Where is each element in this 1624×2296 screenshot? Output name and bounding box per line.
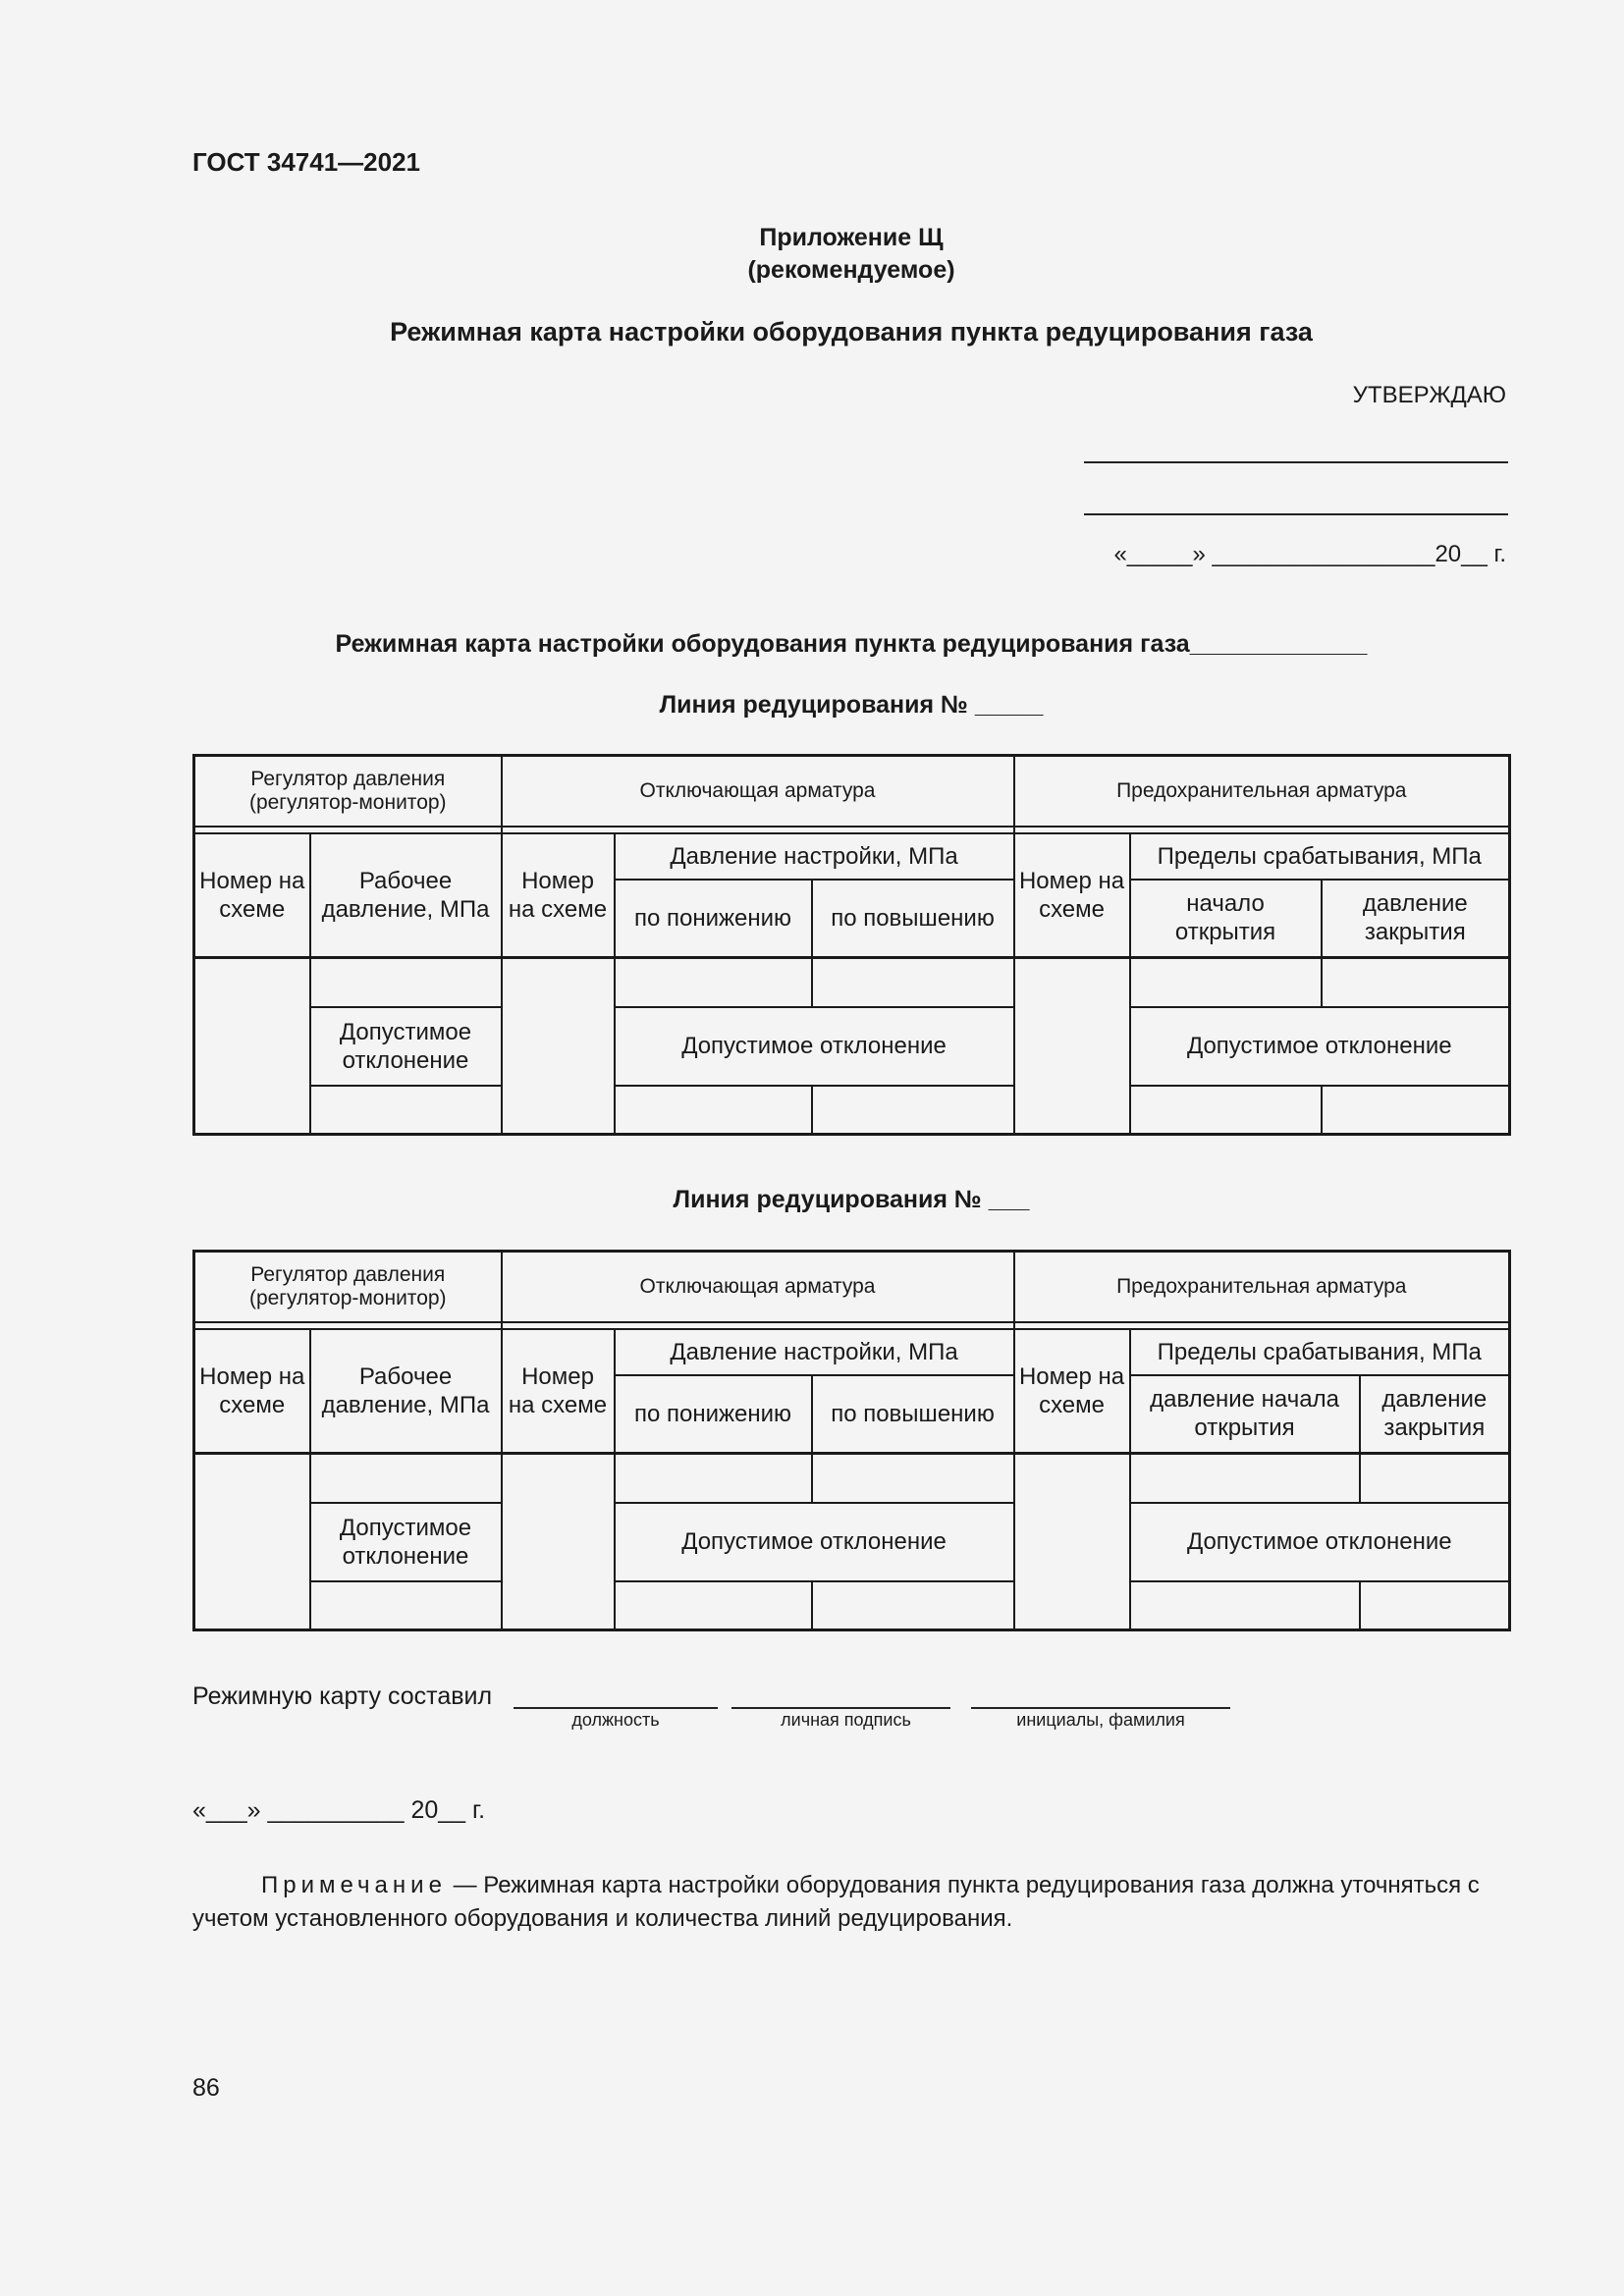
col-number: Номер на схеме [1014,1329,1130,1454]
allowed-deviation-label: Допустимое отклонение [615,1007,1014,1086]
approval-signature-line [1084,461,1508,463]
col-trigger-limits: Пределы срабатывания, МПа [1130,1329,1510,1375]
table-cell [1322,1086,1510,1135]
col-number: Номер на схеме [1014,833,1130,958]
table-cell [615,958,812,1007]
col-open-start: начало открытия [1130,880,1322,958]
col-increase: по повышению [812,1375,1014,1454]
col-working-pressure: Рабочее давление, МПа [310,833,502,958]
col-decrease: по понижению [615,880,812,958]
header-gap [194,827,502,833]
col-increase: по повышению [812,880,1014,958]
col-trigger-limits: Пределы срабатывания, МПа [1130,833,1510,880]
col-number: Номер на схеме [194,1329,310,1454]
table-cell [812,958,1014,1007]
table-cell [310,958,502,1007]
line-title: Линия редуцирования № ___ [673,1186,1030,1213]
group-regulator: Регулятор давления (регулятор-монитор) [194,1252,502,1322]
col-setting-pressure: Давление настройки, МПа [615,833,1014,880]
document-id: ГОСТ 34741—2021 [192,147,420,177]
group-shutoff: Отключающая арматура [502,756,1014,827]
table-cell [615,1454,812,1503]
group-regulator: Регулятор давления (регулятор-монитор) [194,756,502,827]
approval-name-line [1084,513,1508,515]
table-cell [812,1581,1014,1630]
table-cell [310,1581,502,1630]
table-cell [812,1086,1014,1135]
table-cell [502,958,615,1135]
main-title: Режимная карта настройки оборудования пункта редуцирования газа [390,317,1313,347]
header-gap [194,1322,502,1329]
position-caption: должность [571,1710,660,1730]
allowed-deviation-label: Допустимое отклонение [615,1503,1014,1581]
col-setting-pressure: Давление настройки, МПа [615,1329,1014,1375]
table-cell [1360,1581,1510,1630]
col-working-pressure: Рабочее давление, МПа [310,1329,502,1454]
approval-date: «_____» _________________20__ г. [1113,541,1506,567]
col-number: Номер на схеме [502,1329,615,1454]
header-gap [502,827,1014,833]
table-cell [194,958,310,1135]
page-number: 86 [192,2074,220,2102]
settings-table [192,1250,1511,1631]
header-gap [1014,827,1510,833]
table-cell [1322,958,1510,1007]
table-cell [1360,1454,1510,1503]
settings-table [192,754,1511,1136]
table-cell [615,1581,812,1630]
col-number: Номер на схеме [502,833,615,958]
table-cell [615,1086,812,1135]
note [192,1869,1510,1936]
signature-line [731,1707,950,1709]
header-gap [502,1322,1014,1329]
col-close-pressure: давление закрытия [1322,880,1510,958]
line-title: Линия редуцирования № _____ [659,691,1044,719]
table-cell [1014,1454,1130,1630]
table-cell [194,1454,310,1630]
table-cell [1130,1086,1322,1135]
table-cell [310,1086,502,1135]
annex-subtitle: (рекомендуемое) [747,256,955,284]
table-cell [1014,958,1130,1135]
name-caption: инициалы, фамилия [1016,1710,1185,1730]
card-title: Режимная карта настройки оборудования пункта редуцирования газа_____________ [335,630,1368,658]
table-cell [1130,958,1322,1007]
table-cell [1130,1454,1360,1503]
compiled-date: «___» __________ 20__ г. [192,1796,486,1824]
name-line [971,1707,1230,1709]
table-cell [1130,1581,1360,1630]
position-line [514,1707,718,1709]
allowed-deviation-label: Допустимое отклонение [1130,1007,1510,1086]
approval-label: УТВЕРЖДАЮ [1352,382,1506,408]
annex-title: Приложение Щ [759,224,944,251]
col-close-pressure: давление закрытия [1360,1375,1510,1454]
group-safety: Предохранительная арматура [1014,756,1510,827]
header-gap [1014,1322,1510,1329]
group-shutoff: Отключающая арматура [502,1252,1014,1322]
table-cell [310,1454,502,1503]
group-safety: Предохранительная арматура [1014,1252,1510,1322]
table-cell [502,1454,615,1630]
col-number: Номер на схеме [194,833,310,958]
signature-caption: личная подпись [781,1710,911,1730]
compiled-by-label: Режимную карту составил [192,1682,493,1710]
col-open-start: давление начала открытия [1130,1375,1360,1454]
table-cell [812,1454,1014,1503]
note-text: — Режимная карта настройки оборудования пункта редуцирования газа должна уточняться с учетом установленного оборудования и количества линий редуцирования. [192,1872,1480,1932]
allowed-deviation-label: Допустимое отклонение [310,1503,502,1581]
allowed-deviation-label: Допустимое отклонение [1130,1503,1510,1581]
note-label: Примечание [261,1872,447,1898]
col-decrease: по понижению [615,1375,812,1454]
allowed-deviation-label: Допустимое отклонение [310,1007,502,1086]
